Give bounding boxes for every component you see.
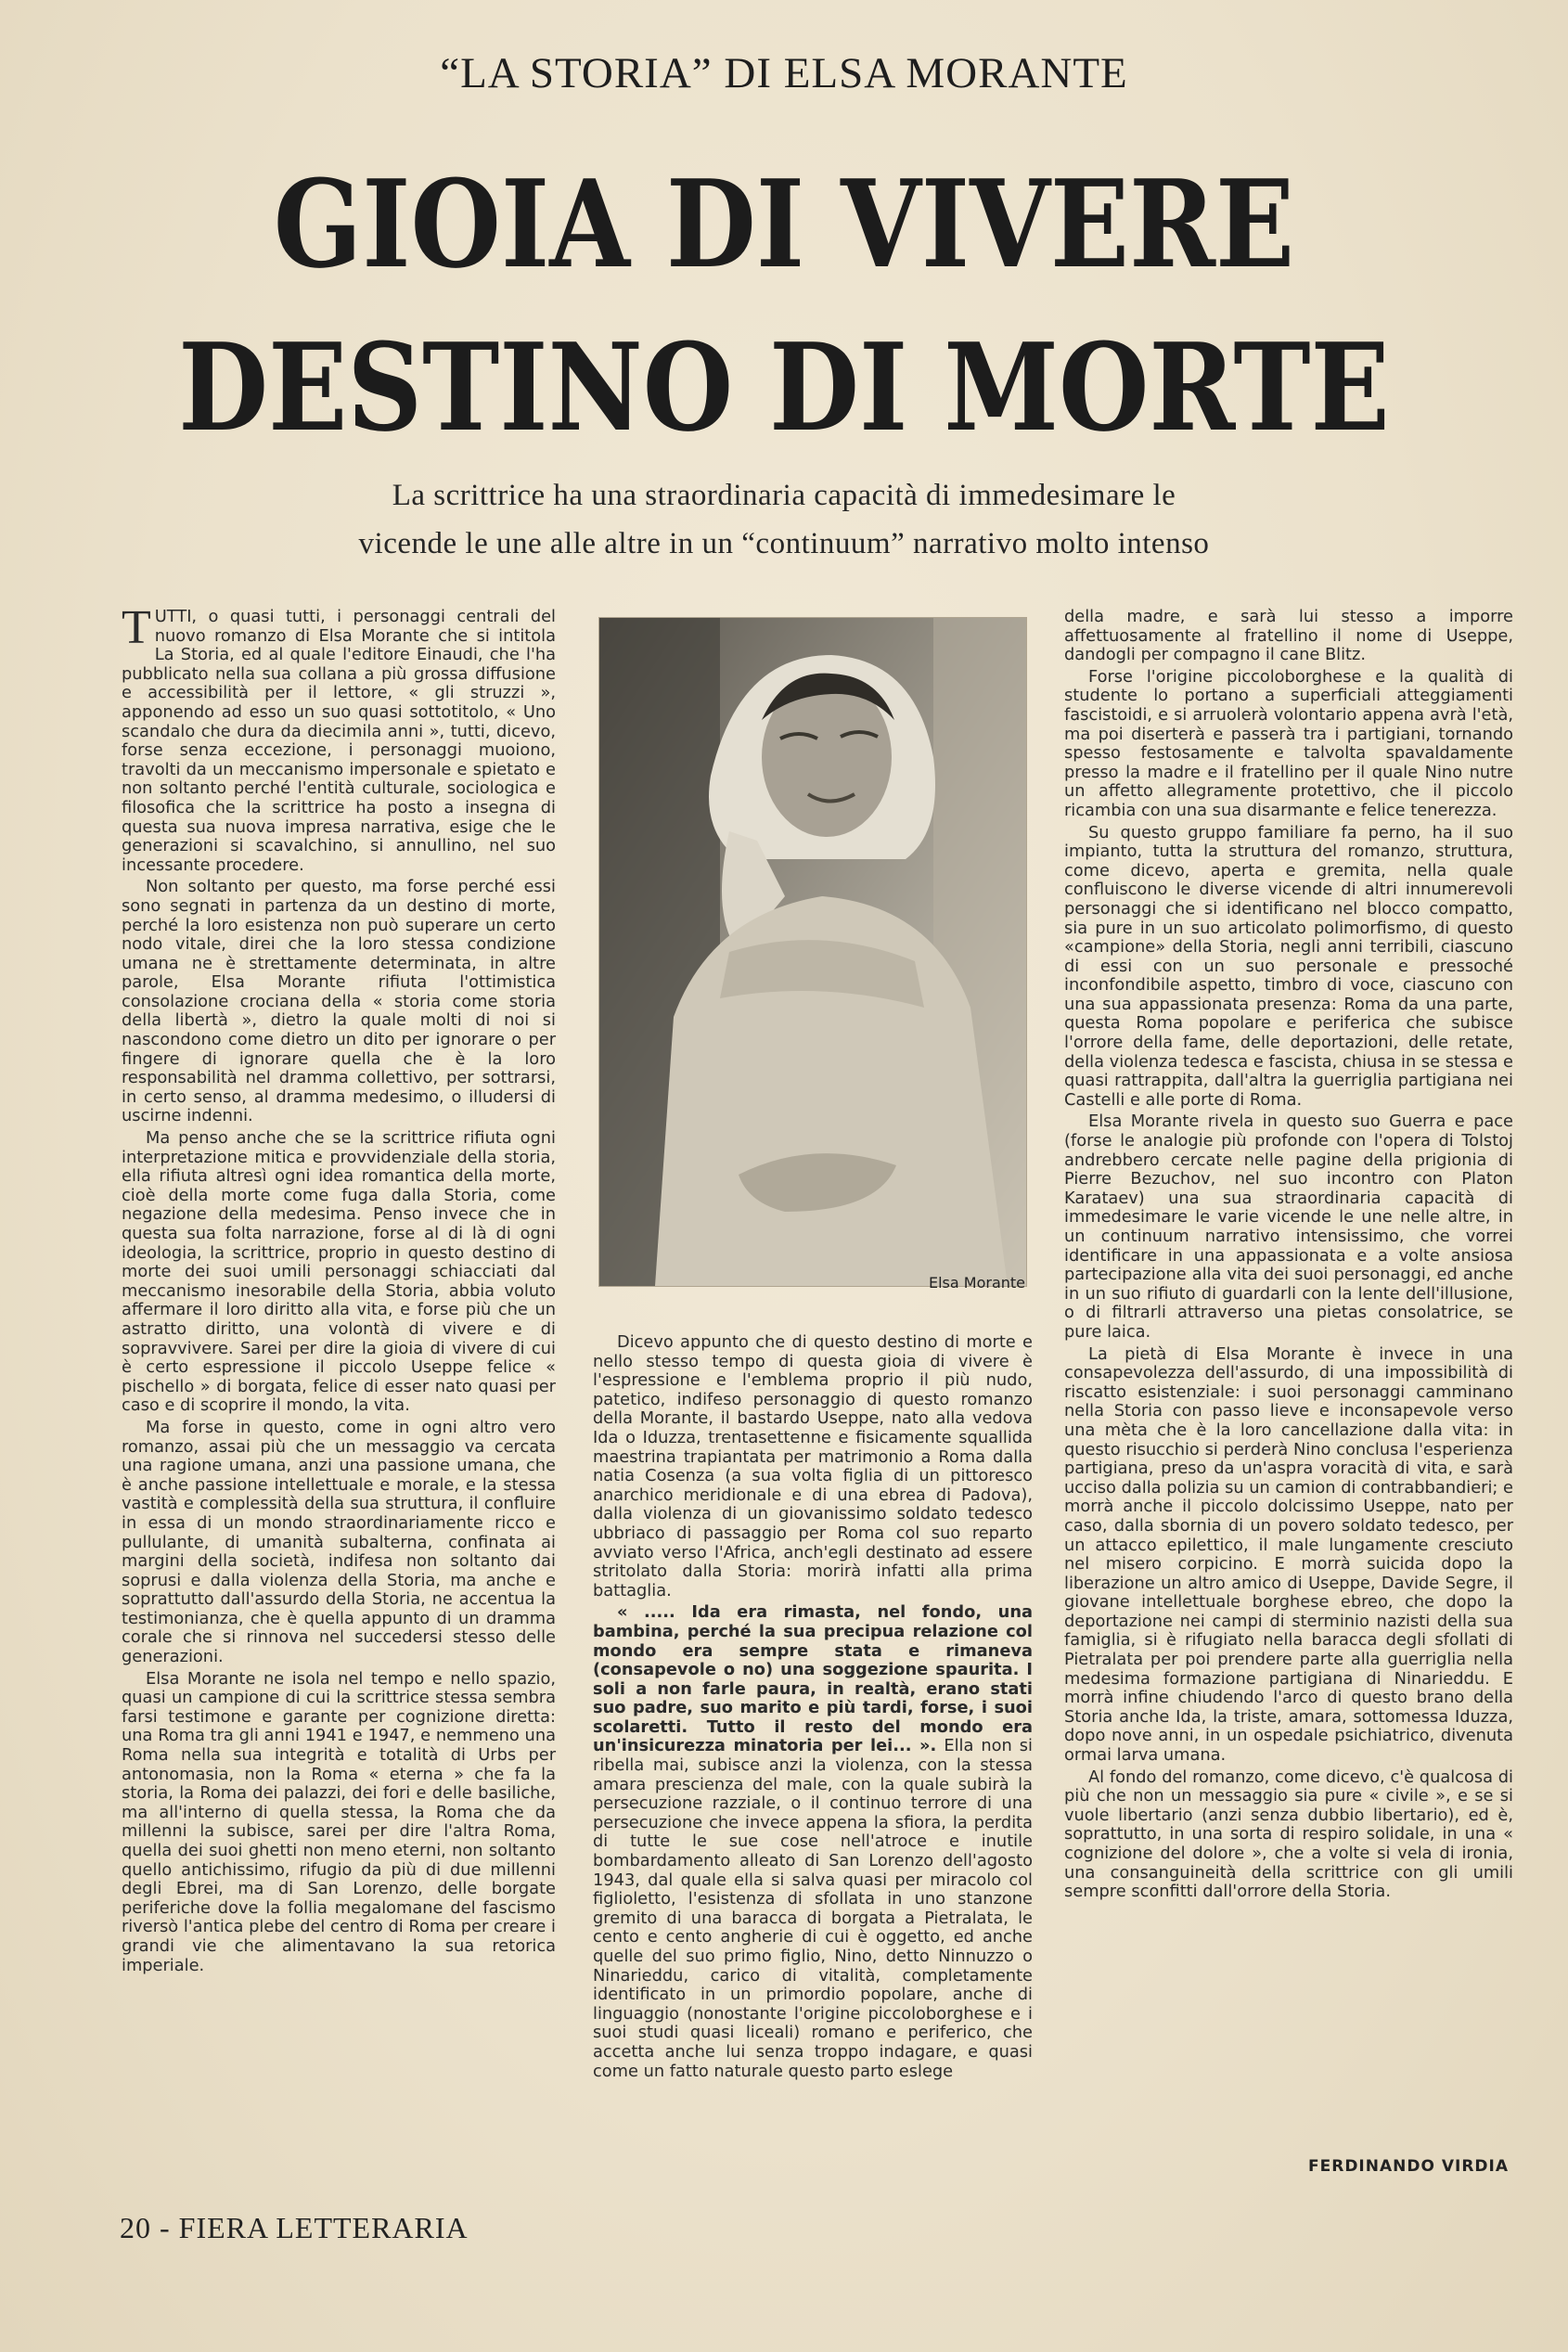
subtitle-line-1: La scrittrice ha una straordinaria capacità di immedesimare le [392, 479, 1176, 512]
paragraph-text: Ella non si ribella mai, subisce anzi la violenza, con la stessa amara prescienza del male, con la quale subirà la persecuzione razziale, o il continuo terrore di una persecuzione che invece appena la sfiora, la perdita di tutte le sue cose nell'atroce e inutile bombardamento alleato di San Lorenzo dell'agosto 1943, dal quale ella si salva quasi per miracolo col figlioletto, l'esistenza di sfollata in uno stanzone gremito di una baracca di borgata a Pietralata, le cento e cento angherie di cui è oggetto, ed anche quelle del suo primo figlio, Nino, detto Ninnuzzo o Ninarieddu, carico di vitalità, completamente identificato in un primordio popolare, anche di linguaggio (nonostante l'origine piccoloborghese e i suoi studi quasi liceali) romano e periferico, che accetta anche lui senza troppo indagare, e quasi come un fatto naturale questo parto eslege [593, 1736, 1033, 2081]
quotation-bold: « ..... Ida era rimasta, nel fondo, una bambina, perché la sua precipua relazione col mondo era sempre stata e rimaneva (consapevole o no) una soggezione spaurita. I soli a non farle paura, in realtà, erano stati suo padre, suo marito e più tardi, forse, i suoi scolaretti. Tutto il resto del mondo era un'insicurezza minatoria per lei... ». [593, 1602, 1033, 1756]
paragraph: della madre, e sarà lui stesso a imporre affettuosamente al fratellino il nome di Useppe, dandogli per compagno il cane Blitz. [1064, 607, 1513, 665]
paragraph: Elsa Morante ne isola nel tempo e nello spazio, quasi un campione di cui la scrittrice stessa sembra farsi testimone e garante per cognizione diretta: una Roma tra gli anni 1941 e 1947, e nemmeno una Roma nella sua integrità e totalità di Urbs per antonomasia, non la Roma « eterna » che fa la storia, la Roma dei palazzi, dei fori e delle basiliche, ma all'interno di quella stessa, la Roma che da millenni la subisce, sarei per dire l'altra Roma, quella dei suoi ghetti non meno eterni, non soltanto quello antichissimo, rifugio da più di due millenni degli Ebrei, ma di San Lorenzo, delle borgate periferiche dove la follia megalomane del fascismo riversò l'antica plebe del centro di Roma per creare i grandi vie che alimentavano la sua retorica imperiale. [122, 1668, 556, 1975]
paragraph: Dicevo appunto che di questo destino di morte e nello stesso tempo di questa gioia di vivere è l'espressione e l'emblema proprio il più nudo, patetico, indifeso personaggio di questo romanzo della Morante, il bastardo Useppe, nato alla vedova Ida o Iduzza, trentasettenne e fisicamente squallida maestrina trapiantata per matrimonio a Roma dalla natia Cosenza (a sua volta figlia di un pittoresco anarchico meridionale e di una ebrea di Padova), dalla violenza di un giovanissimo soldato tedesco ubbriaco di passaggio per Roma col suo reparto avviato verso l'Africa, anch'egli destinato ad essere stritolato dalla Storia: morirà infatti alla prima battaglia. [593, 1332, 1033, 1600]
paragraph: La pietà di Elsa Morante è invece in una consapevolezza dell'assurdo, di una impossibilità di riscatto esistenziale: i suoi personaggi camminano nella Storia con passo lieve e inconsapevole verso una mèta che è la loro cancellazione dalla vita: in questo risucchio si perderà Nino conclusa l'esperienza partigiana, preso da un'aspra voracità di vita, e sarà ucciso dalla polizia su un camion di contrabbandieri; e morrà anche il piccolo dolcissimo Useppe, nato per caso, dalla sbornia di un povero soldato tedesco, per un attacco epilettico, il male lungamente cresciuto nel misero corpicino. E morrà suicida dopo la liberazione un altro amico di Useppe, Davide Segre, il giovane intellettuale borghese ebreo, che dopo la deportazione nei campi di sterminio nazisti della sua famiglia, si è rifugiato nella baracca degli sfollati di Pietralata per poi prendere parte alla guerriglia nella medesima formazione partigiana di Ninarieddu. E morrà infine chiudendo l'arco di questo brano della Storia anche Ida, la triste, amara, sottomessa Iduzza, dopo nove anni, in un ospedale psichiatrico, divenuta ormai larva umana. [1064, 1343, 1513, 1766]
article-column-3 [1064, 608, 1513, 2185]
kicker-heading: “LA STORIA” DI ELSA MORANTE [440, 49, 1128, 97]
paragraph: Su questo gruppo familiare fa perno, ha il suo impianto, tutta la struttura del romanzo, struttura, come dicevo, aperta e gremita, nella quale confluiscono le diverse vicende di altri innumerevoli personaggi che si identificano nel blocco compatto, sia pure in un suo articolato polimorfismo, di questo «campione» della Storia, negli anni terribili, ciascuno di essi con un suo personale e pressoché inconfondibile aspetto, timbro di voce, ciascuno con una sua appassionata presenza: Roma da una parte, questa Roma popolare e periferica che subisce l'orrore della fame, delle deportazioni, delle retate, della violenza tedesca e fascista, chiusa in se stessa e quasi rattrappita, dall'altra la guerriglia partigiana nei Castelli e alle porte di Roma. [1064, 822, 1513, 1110]
paragraph: Elsa Morante rivela in questo suo Guerra e pace (forse le analogie più profonde con l'opera di Tolstoj andrebbero cercate nelle pagine della prigionia di Pierre Bezuchov, nel suo incontro con Platon Karataev) una sua straordinaria capacità di immedesimare le varie vicende le une nelle altre, in un continuum narrativo intensissimo, che vorrei identificare in una appassionata e a volte ansiosa partecipazione alla vita dei suoi personaggi, ed anche in un suo rifiuto di guardarli con la lente dell'illusione, o di filtrarli attraverso una pietas consolatrice, se pure laica. [1064, 1112, 1513, 1342]
paragraph: Forse l'origine piccoloborghese e la qualità di studente lo portano a superficiali atteggiamenti fascistoidi, e si arruolerà volontario appena avrà l'età, ma poi diserterà e passerà tra i partigiani, tornando spesso festosamente e talvolta spavaldamente presso la madre e il fratellino per il quale Nino nutre un affetto allegramente protettivo, che il piccolo ricambia con una sua disarmante e felice tenerezza. [1064, 666, 1513, 820]
page-folio: 20 - FIERA LETTERARIA [120, 2211, 469, 2244]
drop-cap: T [122, 601, 151, 654]
paragraph: Ma penso anche che se la scrittrice rifiuta ogni interpretazione mitica e provvidenziale della storia, ella rifiuta altresì ogni idea romantica della morte, cioè della morte come fuga dalla Storia, come negazione della medesima. Penso invece che in questa sua folta narrazione, forse al di là di ogni ideologia, la scrittrice, proprio in questo destino di morte dei suoi umili personaggi schiacciati dal meccanismo inesorabile della Storia, abbia voluto affermare il loro diritto alla vita, e forse più che un astratto diritto, una volontà di vivere e di sopravvivere. Sarei per dire la gioia di vivere di cui è certo espressione il piccolo Useppe felice « pischello » di borgata, felice di esser nato quasi per caso e di scoprire il mondo, la vita. [122, 1128, 556, 1416]
article-column-1 [122, 601, 556, 2185]
photo-caption: Elsa Morante [928, 1274, 1025, 1292]
headline-line-2: DESTINO DI MORTE [178, 316, 1390, 458]
paragraph [593, 1603, 1033, 2081]
author-signature: FERDINANDO VIRDIA [1308, 2157, 1510, 2176]
portrait-illustration [599, 618, 1026, 1286]
paragraph: Non soltanto per questo, ma forse perché essi sono segnati in partenza da un destino di morte, perché la loro esistenza non può superare un certo nodo vitale, direi che la loro stessa condizione umana ne è strettamente determinata, in altre parole, Elsa Morante rifiuta l'ottimistica consolazione crociana della « storia come storia della libertà », dietro la quale molti di noi si nascondono come dietro un dito per ignorare o per fingere di ignorare quella che è la loro responsabilità nel dramma collettivo, per sottrarsi, in certo senso, al dramma medesimo, o illudersi di uscirne indenni. [122, 877, 556, 1126]
headline-line-1: GIOIA DI VIVERE [273, 153, 1295, 295]
subtitle [213, 471, 1355, 568]
paragraph: Al fondo del romanzo, come dicevo, c'è qualcosa di più che non un messaggio sia pure « civile », e se si vuole libertario (anzi senza dubbio libertario), ed è, soprattutto, in una sorta di respiro solidale, in una « cognizione del dolore », che a volte si vela di ironia, una consanguineità della scrittrice con gli umili sempre sconfitti dall'orrore della Storia. [1064, 1767, 1513, 1902]
paragraph [122, 601, 556, 875]
subtitle-line-2: vicende le une alle altre in un “continuum” narrativo molto intenso [358, 527, 1210, 560]
article-column-2 [593, 1333, 1033, 2168]
author-photo [598, 617, 1027, 1287]
paragraph: Ma forse in questo, come in ogni altro vero romanzo, assai più che un messaggio va cercata una ragione umana, anzi una passione umana, che è anche passione intellettuale e morale, e la stessa vastità e complessità della sua struttura, il confluire in essa di un mondo straordinariamente ricco e pullulante, di umanità subalterna, confinata ai margini della società, indifesa non soltanto dai soprusi e dalla violenza della Storia, ma anche e soprattutto dall'assurdo della Storia, ne accentua la testimonianza, che è quella appunto di un dramma corale che si rinnova nel succedersi stesso delle generazioni. [122, 1417, 556, 1667]
paragraph-text: UTTI, o quasi tutti, i personaggi centrali del nuovo romanzo di Elsa Morante che si intitola La Storia, ed al quale l'editore Einaudi, che l'ha pubblicato nella sua collana a più grossa diffusione e accessibilità per il lettore, « gli struzzi », apponendo ad esso un suo quasi sottotitolo, « Uno scandalo che dura da diecimila anni », tutti, dicevo, forse senza eccezione, i personaggi muoiono, travolti da un meccanismo impersonale e spietato e non soltanto perché l'entità culturale, sociologica e filosofica che la scrittrice ha posto a insegna di questa sua nuova impresa narrativa, esige che le generazioni si scavalchino, si annullino, nel suo incessante procedere. [122, 607, 556, 875]
